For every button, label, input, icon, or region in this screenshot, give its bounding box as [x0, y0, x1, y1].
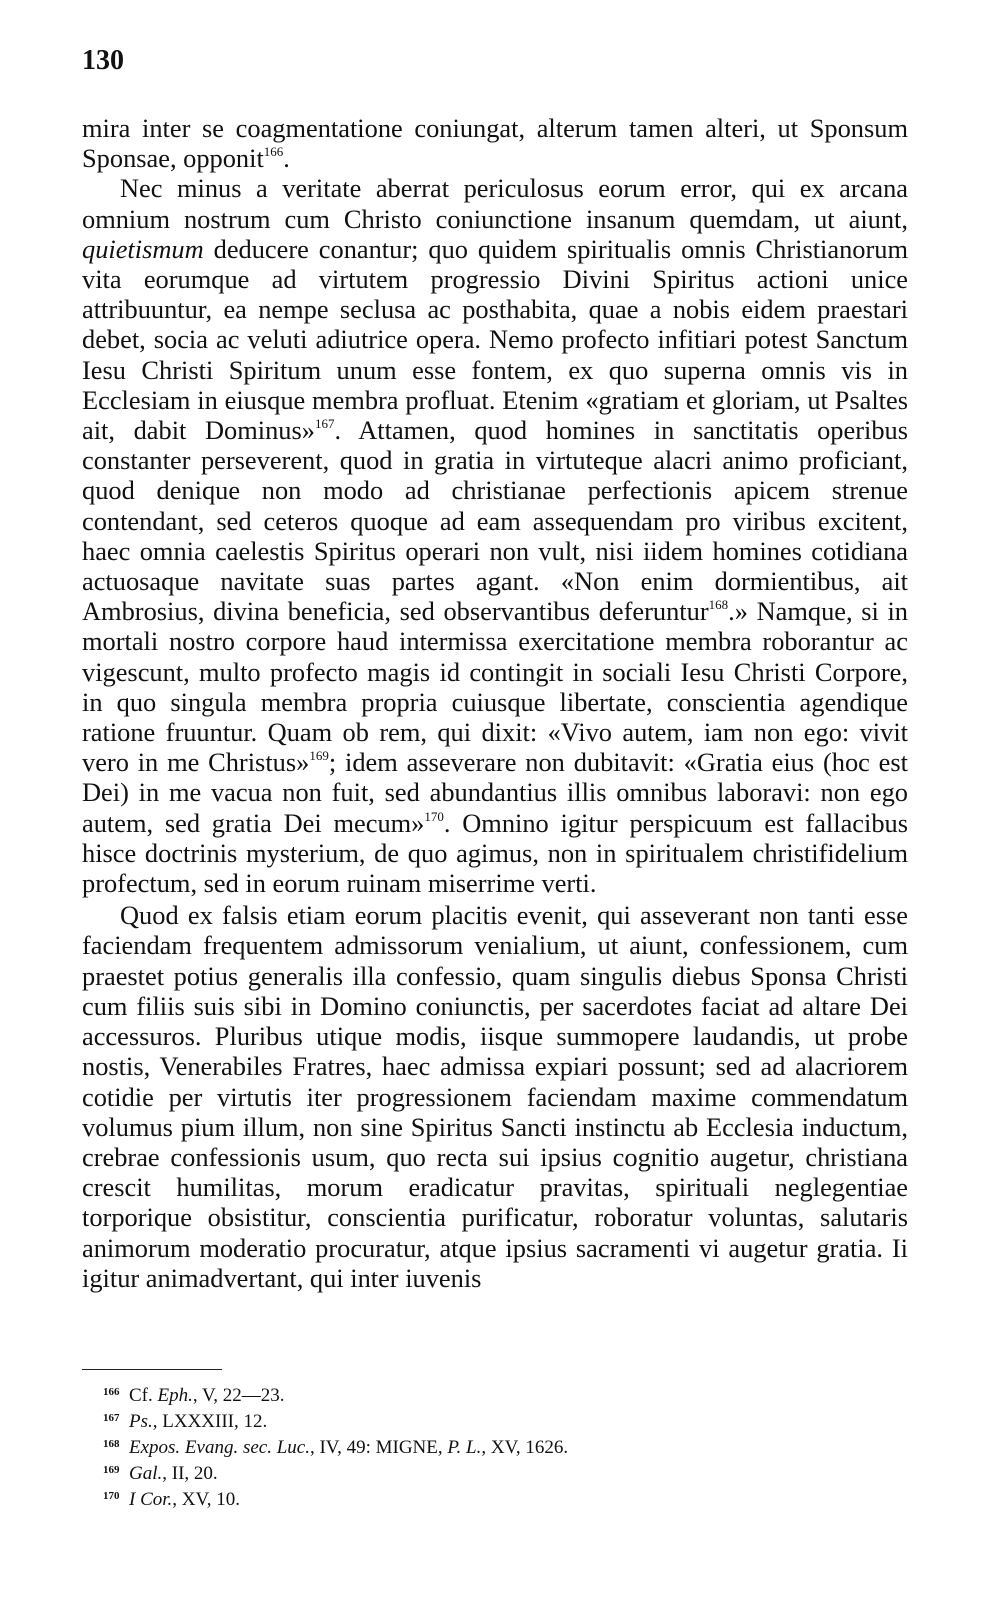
- text-run: , XV, 1626.: [481, 1437, 569, 1458]
- text-run: , LXXXIII, 12.: [152, 1411, 268, 1432]
- italic-text: I Cor.: [129, 1489, 173, 1510]
- footnotes: [103, 1381, 903, 1511]
- footnote-reference: 166: [263, 144, 284, 160]
- text-run: , II, 20.: [162, 1463, 218, 1484]
- italic-text: P. L.: [447, 1437, 482, 1458]
- text-run: Quod ex falsis etiam eorum placitis evenit, qui asseverant non tanti esse faciendam frequentem admissorum venialium, ut aiunt, confessionem, cum praestet potius generalis illa confessio, quam singulis diebus Sponsa Christi cum filiis suis sibi in Domino coniunctis, per sacerdotes faciat ad altare Dei accessuros. Pluribus utique modis, iisque summopere laudandis, ut probe nostis, Venerabiles Fratres, haec admissa expiari possunt; sed ad alacriorem cotidie per virtutis iter progressionem faciendam maxime commendatum volumus pium illum, non sine Spiritus Sancti instinctu ab Ecclesia inductum, crebrae confessionis usum, quo recta sui ipsius cognitio augetur, christiana crescit humilitas, morum eradicatur pravitas, spirituali neglegentiae torporique obsistitur, conscientia purificatur, roboratur voluntas, salutaris animorum moderatio procuratur, atque ipsius sacramenti vi augetur gratia. Ii igitur animadvertant, qui inter iuvenis: [82, 900, 908, 1293]
- italic-text: Eph.: [157, 1385, 193, 1406]
- body-text: [82, 113, 908, 1293]
- text-run: Cf.: [129, 1385, 158, 1406]
- footnote-number: 170: [103, 1490, 120, 1502]
- footnote-divider: [82, 1369, 222, 1370]
- text-run: .» Namque, si in mortali nostro corpore haud intermissa exercitatione membra roborantur ac vigescunt, multo profecto magis id contingit in sociali Iesu Christi Corpore, in quo singula membra propria cuiusque libertate, conscientia agendique ratione fruuntur. Quam ob rem, qui dixit: «Vivo autem, iam non ego: vivit vero in me Christus»: [82, 596, 909, 778]
- page-number: 130: [82, 45, 124, 76]
- paragraph: [82, 113, 908, 173]
- footnote-number: 167: [103, 1412, 120, 1424]
- footnote-reference: 169: [309, 748, 329, 764]
- text-run: . Omnino igitur perspicuum est fallacibus hisce doctrinis mysterium, de quo agimus, non in spiritualem christifidelium profectum, sed in eorum ruinam miserrime verti.: [82, 807, 909, 899]
- text-run: .: [283, 143, 290, 174]
- paragraph: [82, 173, 908, 898]
- footnote-number: 166: [103, 1386, 120, 1398]
- footnote-number: 168: [103, 1438, 120, 1450]
- text-run: Nec minus a veritate aberrat periculosus eorum error, qui ex arcana omnium nostrum cum Christo coniunctione insanum quemdam, ut aiunt,: [82, 173, 908, 234]
- footnote: [103, 1485, 903, 1511]
- footnote: [103, 1407, 903, 1433]
- text-run: ; idem asseverare non dubitavit: «Gratia eius (hoc est Dei) in me vacua non fuit, sed abundantius illis omnibus laboravi: non ego autem, sed gratia Dei mecum»: [82, 747, 909, 838]
- italic-text: Ps.: [129, 1411, 153, 1432]
- footnote: [103, 1459, 903, 1485]
- footnote-reference: 167: [314, 416, 335, 432]
- text-run: deducere conantur; quo quidem spiritualis omnis Christianorum vita eorumque ad virtutem progressio Divini Spiritus actioni unice attribuuntur, ea nempe seclusa ac posthabita, quae a nobis eidem praestari debet, socia ac veluti adiutrice opera. Nemo profecto infitiari potest Sanctum Iesu Christi Spiritum unum esse fontem, ex quo superna omnis vis in Ecclesiam in eiusque membra profluat. Etenim «gratiam et gloriam, ut Psaltes ait, dabit Dominus»: [82, 233, 908, 446]
- footnote: [103, 1433, 903, 1459]
- text-run: , V, 22—23.: [192, 1385, 285, 1406]
- text-run: . Attamen, quod homines in sanctitatis operibus constanter perseverent, quod in gratia in virtuteque alacri animo proficiant, quod denique non modo ad christianae perfectionis apicem strenue contendant, sed ceteros quoque ad eam assequendam pro viribus excitent, haec omnia caelestis Spiritus operari non vult, nisi iidem homines cotidiana actuosaque navitate suas partes agant. «Non enim dormientibus, ait Ambrosius, divina beneficia, sed observantibus deferuntur: [82, 415, 908, 627]
- italic-text: quietismum: [82, 233, 204, 264]
- italic-text: Expos. Evang. sec. Luc.: [129, 1437, 310, 1458]
- footnote-number: 169: [103, 1464, 120, 1476]
- text-run: , XV, 10.: [172, 1489, 241, 1510]
- footnote-reference: 170: [424, 808, 444, 824]
- text-run: mira inter se coagmentatione coniungat, alterum tamen alteri, ut Sponsum Sponsae, opponit: [82, 113, 908, 174]
- footnote-reference: 168: [708, 597, 729, 613]
- italic-text: Gal.: [129, 1463, 163, 1484]
- footnote: [103, 1381, 903, 1407]
- paragraph: [82, 900, 908, 1293]
- text-run: , IV, 49: MIGNE,: [309, 1437, 448, 1458]
